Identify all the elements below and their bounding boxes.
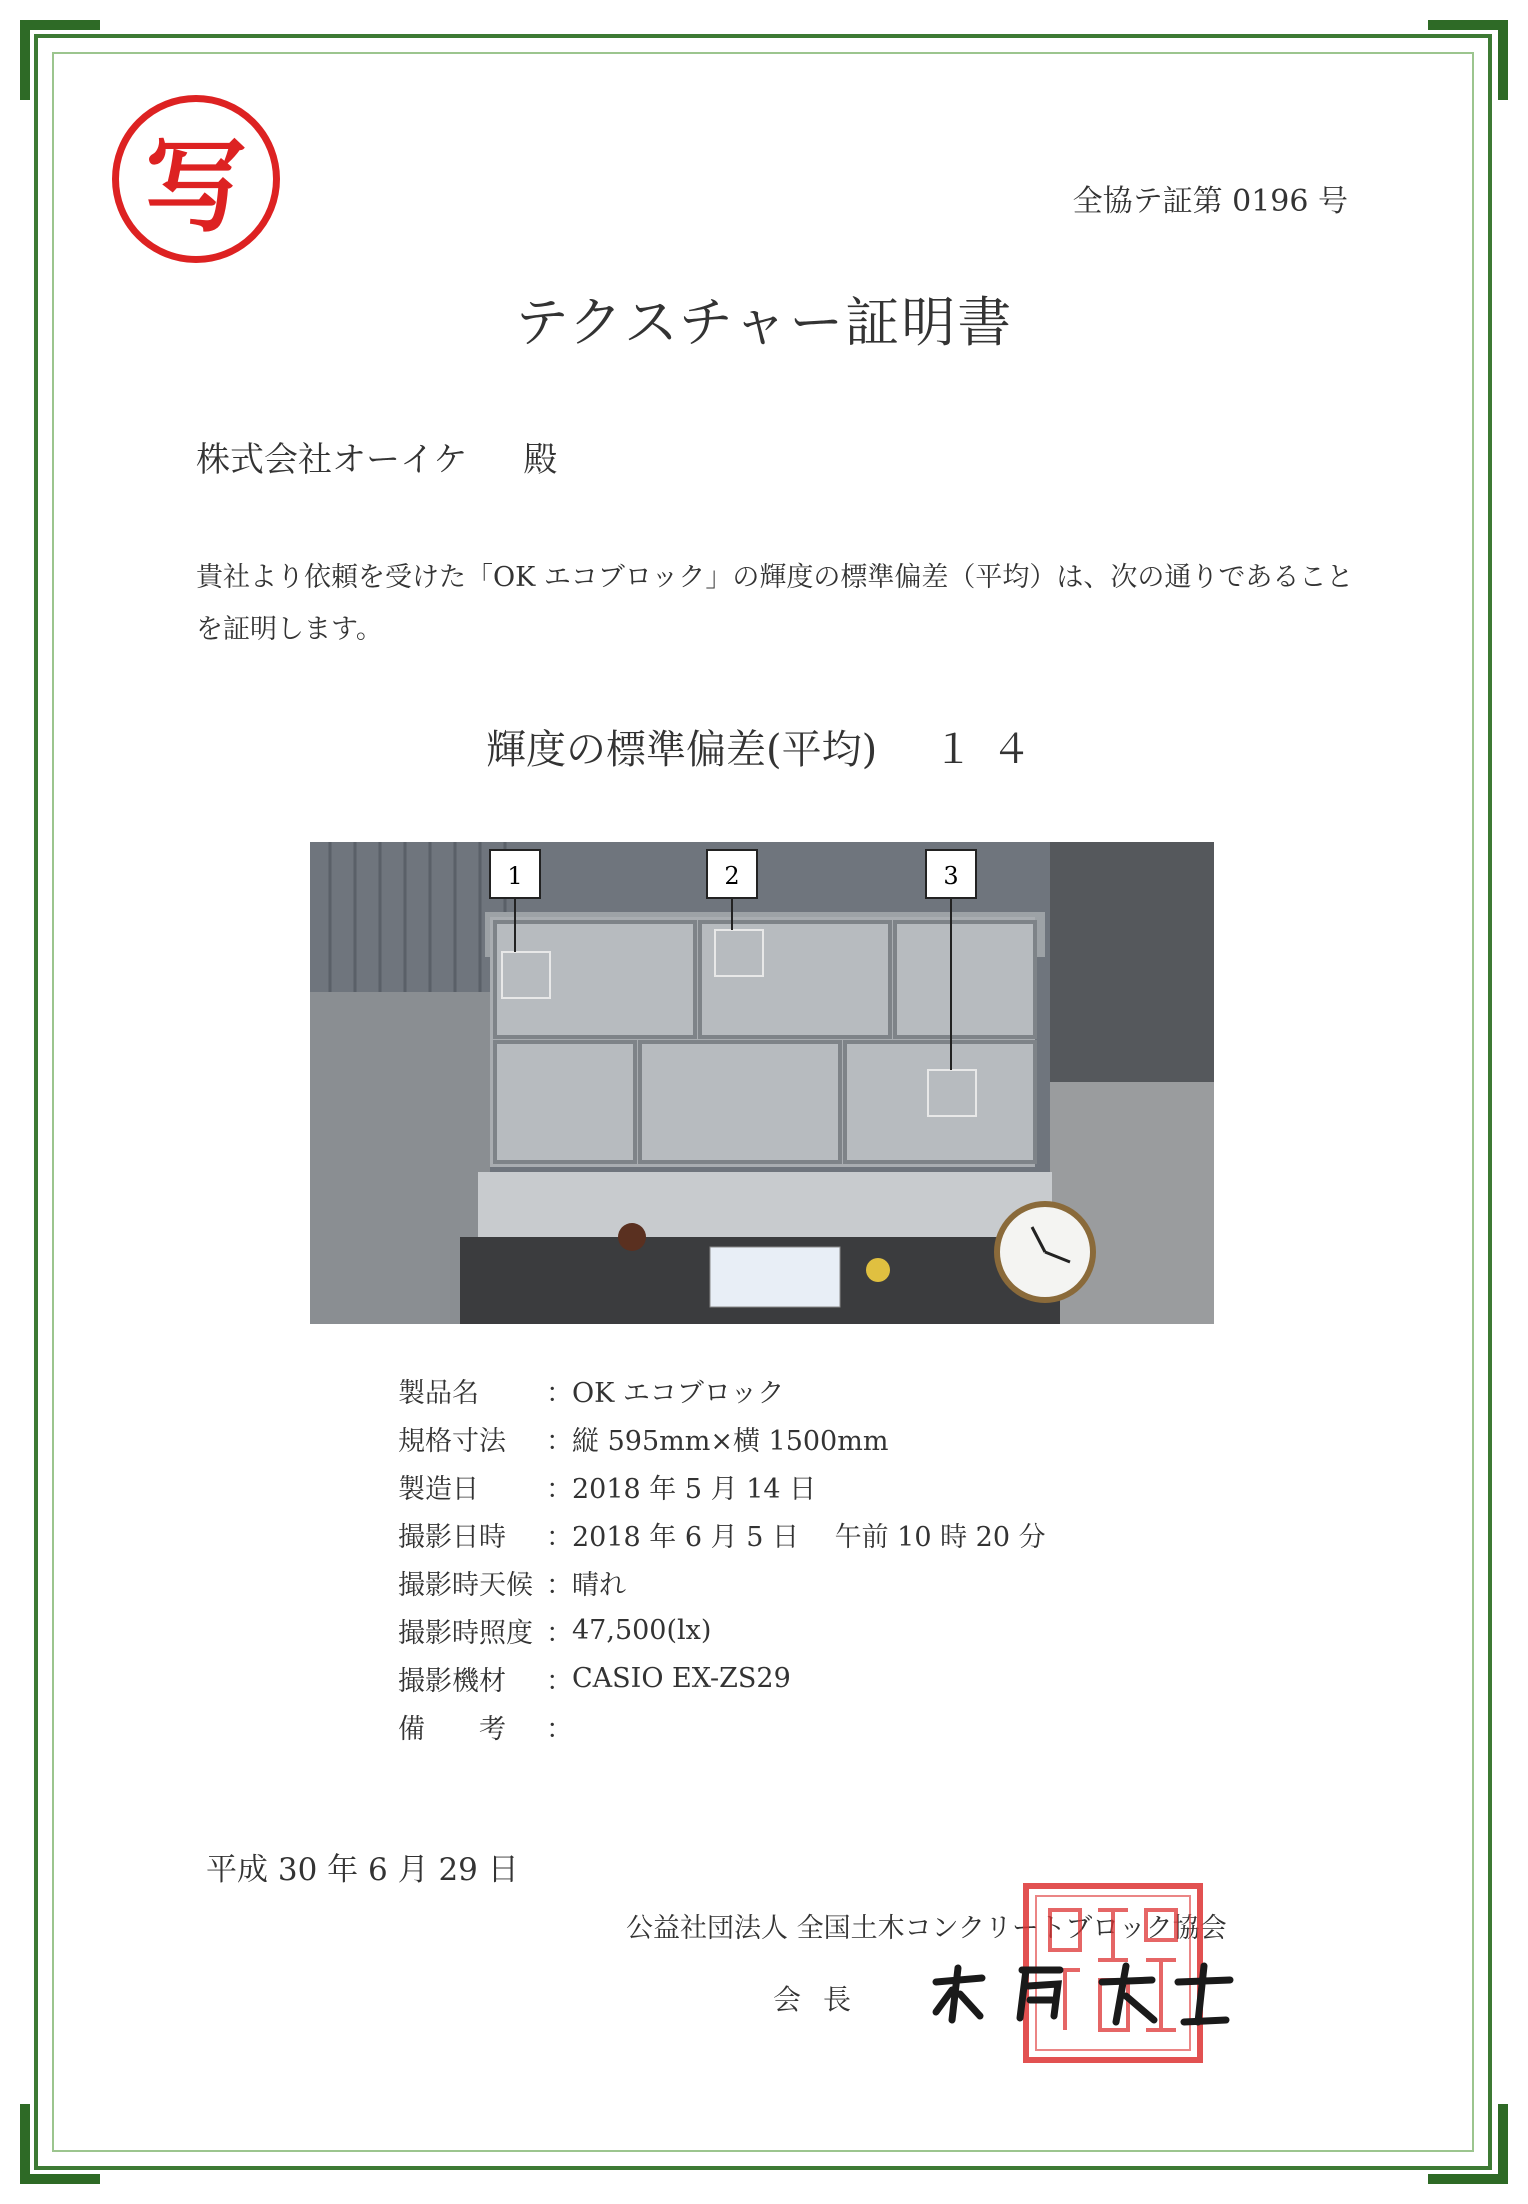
spec-row [398,1558,1046,1606]
spec-row [398,1606,1046,1654]
spec-label: 撮影時天候 [398,1569,533,1601]
handwritten-signature [930,1960,1240,2030]
spec-colon: ： [546,1425,573,1457]
corner-ornament [20,2104,100,2184]
spec-colon: ： [546,1665,573,1697]
block-photograph [310,842,1214,1324]
spec-row [398,1702,1046,1750]
spec-value: CASIO EX-ZS29 [572,1662,791,1694]
spec-label: 備 考 [398,1713,506,1745]
addressee [196,432,557,481]
spec-label: 撮影機材 [398,1665,506,1697]
spec-row [398,1510,1046,1558]
issuer-organization: 公益社団法人 全国土木コンクリートブロック協会 [626,1913,1227,1944]
certificate-body [196,552,1376,656]
photo-marker-label: 2 [724,862,740,890]
spec-label: 規格寸法 [398,1425,506,1457]
spec-value: 2018 年 5 月 14 日 [572,1473,817,1505]
issue-date: 平成 30 年 6 月 29 日 [206,1852,519,1888]
corner-ornament [1428,20,1508,100]
spec-colon: ： [546,1713,573,1745]
spec-colon: ： [546,1473,573,1505]
corner-ornament [1428,2104,1508,2184]
spec-label: 製品名 [398,1377,479,1409]
spec-value: 47,500(lx) [572,1614,712,1646]
issuer-role: 会長 [773,1983,874,2016]
spec-colon: ： [546,1569,573,1601]
spec-value: 2018 年 6 月 5 日 午前 10 時 20 分 [572,1521,1046,1553]
corner-ornament [20,20,100,100]
spec-row [398,1654,1046,1702]
spec-row [398,1414,1046,1462]
body-line: を証明します。 [196,614,383,645]
spec-row [398,1366,1046,1414]
measurement-result [486,718,1049,775]
addressee-name: 株式会社オーイケ [196,440,468,480]
addressee-honorific: 殿 [523,440,558,480]
block-photo-illustration [310,842,1214,1324]
spec-row [398,1462,1046,1510]
photo-stamp-icon: 写 [112,95,280,263]
photo-marker-label: 3 [943,862,959,890]
spec-value: OK エコブロック [572,1377,785,1409]
photo-marker-label: 1 [507,862,523,890]
spec-value: 縦 595mm×横 1500mm [572,1425,889,1457]
page-title: テクスチャー証明書 [514,291,1014,354]
spec-label: 撮影日時 [398,1521,506,1553]
spec-colon: ： [546,1521,573,1553]
spec-colon: ： [546,1617,573,1649]
spec-colon: ： [546,1377,573,1409]
spec-label: 撮影時照度 [398,1617,533,1649]
spec-value: 晴れ [572,1569,626,1601]
spec-table [398,1366,1046,1750]
body-line: 貴社より依頼を受けた「OK エコブロック」の輝度の標準偏差（平均）は、次の通りであること [196,562,1354,593]
certificate-number: 全協テ証第 0196 号 [1072,184,1348,219]
spec-label: 製造日 [398,1473,479,1505]
measurement-value: １４ [933,727,1050,773]
measurement-label: 輝度の標準偏差(平均) [486,727,878,773]
